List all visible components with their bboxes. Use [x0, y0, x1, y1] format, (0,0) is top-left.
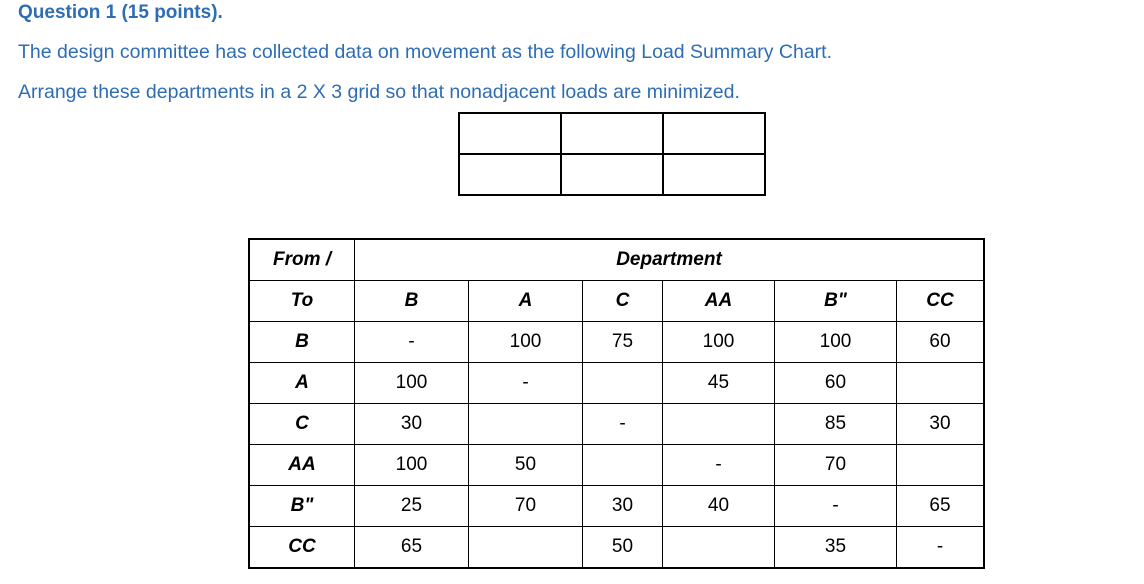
table-cell: 75	[583, 322, 663, 363]
load-summary-table	[248, 238, 985, 569]
column-header: AA	[663, 281, 775, 322]
table-cell: 30	[355, 404, 469, 445]
table-cell: -	[663, 445, 775, 486]
table-cell: -	[897, 527, 985, 569]
table-cell	[663, 527, 775, 569]
table-cell: -	[583, 404, 663, 445]
column-header: C	[583, 281, 663, 322]
table-cell: -	[775, 486, 897, 527]
column-header: CC	[897, 281, 985, 322]
table-cell: -	[355, 322, 469, 363]
question-text-line-1: The design committee has collected data on movement as the following Load Summary Chart.	[18, 41, 833, 63]
grid-cell	[459, 154, 561, 195]
row-label: B	[249, 322, 355, 363]
row-label: B"	[249, 486, 355, 527]
table-cell: 25	[355, 486, 469, 527]
table-cell: 30	[897, 404, 985, 445]
row-label: C	[249, 404, 355, 445]
table-cell	[897, 445, 985, 486]
grid-cell	[663, 113, 765, 154]
table-cell: 100	[775, 322, 897, 363]
table-cell: 70	[469, 486, 583, 527]
table-cell: 100	[355, 445, 469, 486]
table-cell: 100	[469, 322, 583, 363]
table-row	[249, 404, 984, 445]
table-row	[249, 445, 984, 486]
question-text-line-2: Arrange these departments in a 2 X 3 grid so that nonadjacent loads are minimized.	[18, 81, 740, 103]
table-row	[249, 363, 984, 404]
table-row	[249, 486, 984, 527]
table-row	[249, 527, 984, 569]
table-cell: 60	[775, 363, 897, 404]
grid-cell	[561, 154, 663, 195]
to-header: To	[249, 281, 355, 322]
empty-layout-grid	[458, 112, 766, 196]
table-cell	[583, 363, 663, 404]
table-cell: 100	[355, 363, 469, 404]
from-header: From /	[249, 239, 355, 281]
row-label: AA	[249, 445, 355, 486]
table-row	[249, 322, 984, 363]
table-cell: 65	[897, 486, 985, 527]
table-cell: 50	[583, 527, 663, 569]
table-cell: 50	[469, 445, 583, 486]
table-cell	[897, 363, 985, 404]
table-cell: 65	[355, 527, 469, 569]
row-label: CC	[249, 527, 355, 569]
department-header: Department	[355, 239, 985, 281]
table-cell	[469, 404, 583, 445]
table-cell: 30	[583, 486, 663, 527]
table-cell: 35	[775, 527, 897, 569]
column-header: A	[469, 281, 583, 322]
table-cell: 70	[775, 445, 897, 486]
row-label: A	[249, 363, 355, 404]
grid-cell	[663, 154, 765, 195]
column-header: B	[355, 281, 469, 322]
table-cell: 85	[775, 404, 897, 445]
table-cell: 100	[663, 322, 775, 363]
grid-cell	[561, 113, 663, 154]
grid-cell	[459, 113, 561, 154]
table-cell: 40	[663, 486, 775, 527]
table-cell	[663, 404, 775, 445]
table-cell: -	[469, 363, 583, 404]
table-cell	[469, 527, 583, 569]
table-cell	[583, 445, 663, 486]
table-cell: 45	[663, 363, 775, 404]
question-title: Question 1 (15 points).	[18, 2, 223, 23]
table-cell: 60	[897, 322, 985, 363]
column-header: B"	[775, 281, 897, 322]
